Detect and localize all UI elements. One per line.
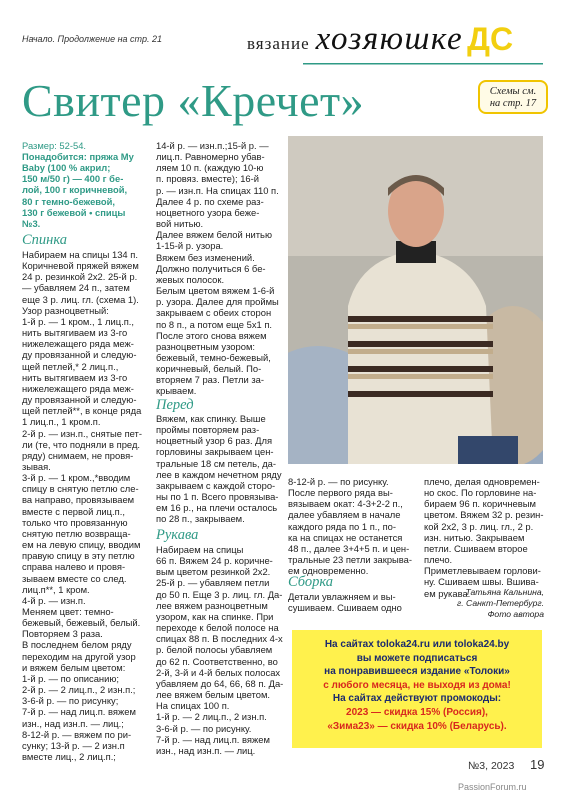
section-sleeve-heading: Рукава xyxy=(156,527,199,543)
assembly-instructions: Детали увлажняем и вы- сушиваем. Сшиваем одно xyxy=(288,591,402,614)
materials-block: Понадобится: пряжа My Baby (100 % акрил; 150 м/50 г) — 400 г бе- лой, 100 г коричневой, 80 г темно-бежевой, 130 г бежевой • спицы №3. xyxy=(22,151,134,229)
schema-reference-badge: Схемы см. на стр. 17 xyxy=(478,80,548,114)
section-assembly-heading: Сборка xyxy=(288,574,334,590)
sweater-photo xyxy=(288,136,543,464)
issue-number: №3, 2023 xyxy=(468,760,515,772)
continuation-instructions: 14-й р. — изн.п.;15-й р. — лиц.п. Равномерно убав- ляем 10 п. (каждую 10-ю п. провяз. вместе); 16-й р. — изн.п. На спицах 110 п. Далее 4 р. по схеме раз- ноцветного узора беже- вой нитью. Далее вяжем белой нитью 1-15-й р. узора. Вяжем без изменений. Должно получиться 6 бе- жевых полосок. Белым цветом вяжем 1-6-й р. узора. Далее для проймы закрываем с обеих сторон по 8 п., а потом еще 5х1 п. После этого снова вяжем разноцветным узором: бежевый, темно-бежевый, коричневый, белый. По- вторяем 7 раз. Петли за- крываем. xyxy=(156,140,279,397)
ad-line-promo-russia: 2023 — скидка 15% (Россия), xyxy=(346,706,488,718)
sleeve-instructions: Набираем на спицы 66 п. Вяжем 24 р. коричне- вым цветом резинкой 2х2. 25-й р. — убавляем петли до 50 п. Еще 3 р. лиц. гл. Да- лее вяжем разноцветным узором, как на спинке. При переходе к белой полосе на спицах 88 п. В последних 4-х р. белой полосы убавляем до 62 п. Соответственно, во 2-й, 3-й и 4-й белых полосах убавляем до 64, 66, 68 п. Да- лее вяжем белым цветом. На спицах 100 п. 1-й р. — 2 лиц.п., 2 изн.п. 3-6-й р. — по рисунку. 7-й р. — над лиц.п. вяжем изн., над изн.п. — лиц. xyxy=(156,544,284,756)
ad-line-promocodes: На сайтах действуют промокоды: xyxy=(332,693,502,705)
front-instructions: Вяжем, как спинку. Выше проймы повторяем раз- ноцветный узор 6 раз. Для горловины закрываем цен- тральные 18 см петель, да- лее в каждом нечетном ряду закрываем с каждой сторо- ны по 1 п. Всего провязыва- ем 16 р., на плечи осталось по 28 п., закрываем. xyxy=(156,413,282,525)
brand-ds-logo: ДС xyxy=(467,21,514,57)
size-line: Размер: 52-54. xyxy=(22,140,87,151)
finishing-instructions: плечо, делая одновремен- но скос. По горловине на- бираем 96 п. коричневым цветом. Вяжем 32 р. резин- кой 2х2, 3 р. лиц. гл., 2 р. изн. нитью. Закрываем петли. Сшиваем второе плечо. Приметлевываем горлови- ну. Сшиваем швы. Вшива- ем рукава. xyxy=(424,476,544,599)
article-title: Свитер «Кречет» xyxy=(22,75,365,126)
continuation-note: Начало. Продолжение на стр. 21 xyxy=(22,34,162,44)
ad-line-sites[interactable]: На сайтах toloka24.ru или toloka24.by xyxy=(324,639,510,650)
brand-main-text: хозяюшке xyxy=(315,21,464,57)
page-number: 19 xyxy=(530,757,545,772)
section-front-heading: Перед xyxy=(156,397,194,413)
author-credit: Татьяна Кальнина, г. Санкт-Петербург. Фото автора xyxy=(457,587,544,620)
section-back-heading: Спинка xyxy=(22,232,68,248)
ad-line-edition: на понравившееся издание «Толоки» xyxy=(324,666,510,678)
brand-small-text: вязание xyxy=(247,34,310,53)
ad-line-promo-belarus: «Зима23» — скидка 10% (Беларусь). xyxy=(327,720,507,732)
magazine-brand xyxy=(247,21,514,57)
sleeve-cap-instructions: 8-12-й р. — по рисунку. После первого ряда вы- вязываем окат: 4-3+2-2 п., далее убавляем в начале каждого ряда по 1 п., по- ка на спицах не останется 48 п., далее 3+4+5 п. и цен- тральные 23 петли закрыва- ем одновременно. xyxy=(288,476,412,577)
back-instructions: Набираем на спицы 134 п. Коричневой пряжей вяжем 24 р. резинкой 2х2. 25-й р. — убавляем 24 п., затем еще 3 р. лиц. гл. (схема 1). Узор разноцветный: 1-й р. — 1 кром., 1 лиц.п., нить вытягиваем из 3-го нижележащего ряда меж- ду провязанной и следую- щей петлей,* 2 лиц.п., нить вытягиваем из 3-го нижележащего ряда меж- ду провязанной и следую- щей петлей**, в конце ряда 1 лиц.п., 1 кром.п. 2-й р. — изн.п., снятые пет- ли (те, что подняли в пред. ряду) снимаем, не провя- зывая. 3-й р. — 1 кром.,*вводим спицу в снятую петлю сле- ва направо, провязываем вместе с первой лиц.п., только что провязанную снятую петлю возвраща- ем на левую спицу, вводим правую спицу в эту петлю справа налево и провя- зываем вместе со след. лиц.п**, 1 кром. 4-й р. — изн.п. Меняем цвет: темно- бежевый, бежевый, белый. Повторяем 3 раза. В последнем белом ряду переходим на другой узор и вяжем белым цветом: 1-й р. — по описанию; 2-й р. — 2 лиц.п., 2 изн.п.; 3-6-й р. — по рисунку; 7-й р. — над лиц.п. вяжем изн., над изн.п. — лиц.; 8-12-й р. — вяжем по ри- сунку; 13-й р. — 2 изн.п вместе лиц., 2 лиц.п.; xyxy=(22,249,142,763)
ad-line-any-month: с любого месяца, не выходя из дома! xyxy=(323,679,511,691)
subscription-ad-text xyxy=(292,638,542,733)
header-rule xyxy=(303,62,543,66)
ad-line-subscribe: вы можете подписаться xyxy=(356,652,478,664)
site-watermark: PassionForum.ru xyxy=(458,782,527,792)
